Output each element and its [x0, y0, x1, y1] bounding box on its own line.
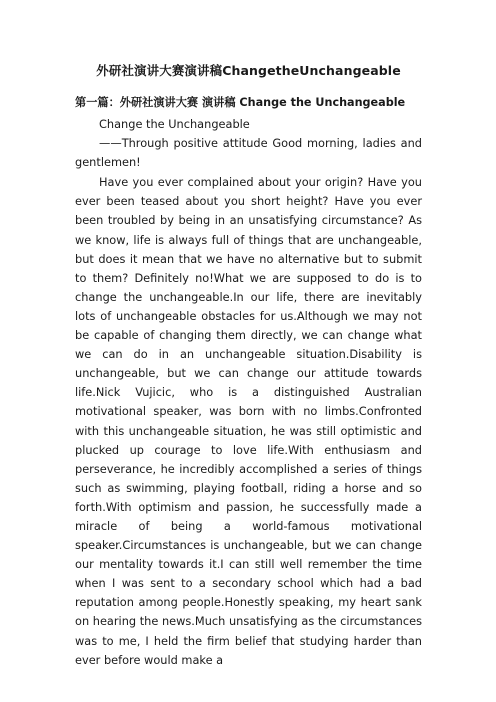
document-title: 外研社演讲大赛演讲稿ChangetheUnchangeable	[96, 63, 401, 78]
body-paragraph: Have you ever complained about your origin? Have you ever been teased about you short height? Have you ever been troubled by being in an unsatisfying circumstance? As we know, life is always full of things that are unchangeable, but does it mean that we have no alternative but to submit to them? Definitely no!What we are supposed to do is to change the unchangeable.In our life, there are inevitably lots of unchangeable obstacles for us.Although we may not be capable of changing them directly, we can change what we can do in an unchangeable situation.Disability is unchangeable, but we can change our attitude towards life.Nick Vujicic, who is a distinguished Australian motivational speaker, was born with no limbs.Confronted with this unchangeable situation, he was still optimistic and plucked up courage to love life.With enthusiasm and perseverance, he incredibly accomplished a series of things such as swimming, playing football, riding a horse and so forth.With optimism and passion, he successfully made a miracle of being a world-famous motivational speaker.Circumstances is unchangeable, but we can change our mentality towards it.I can still well remember the time when I was sent to a secondary school which had a bad reputation among people.Honestly speaking, my heart sank on hearing the news.Much unsatisfying as the circumstances was to me, I held the firm belief that studying harder than ever before would make a	[75, 175, 422, 667]
section-heading: 第一篇：外研社演讲大赛 演讲稿 Change the Unchangeable	[75, 96, 406, 109]
speech-title: Change the Unchangeable	[99, 117, 250, 131]
speech-subtitle: ——Through positive attitude Good morning, ladies and gentlemen!	[75, 136, 422, 170]
